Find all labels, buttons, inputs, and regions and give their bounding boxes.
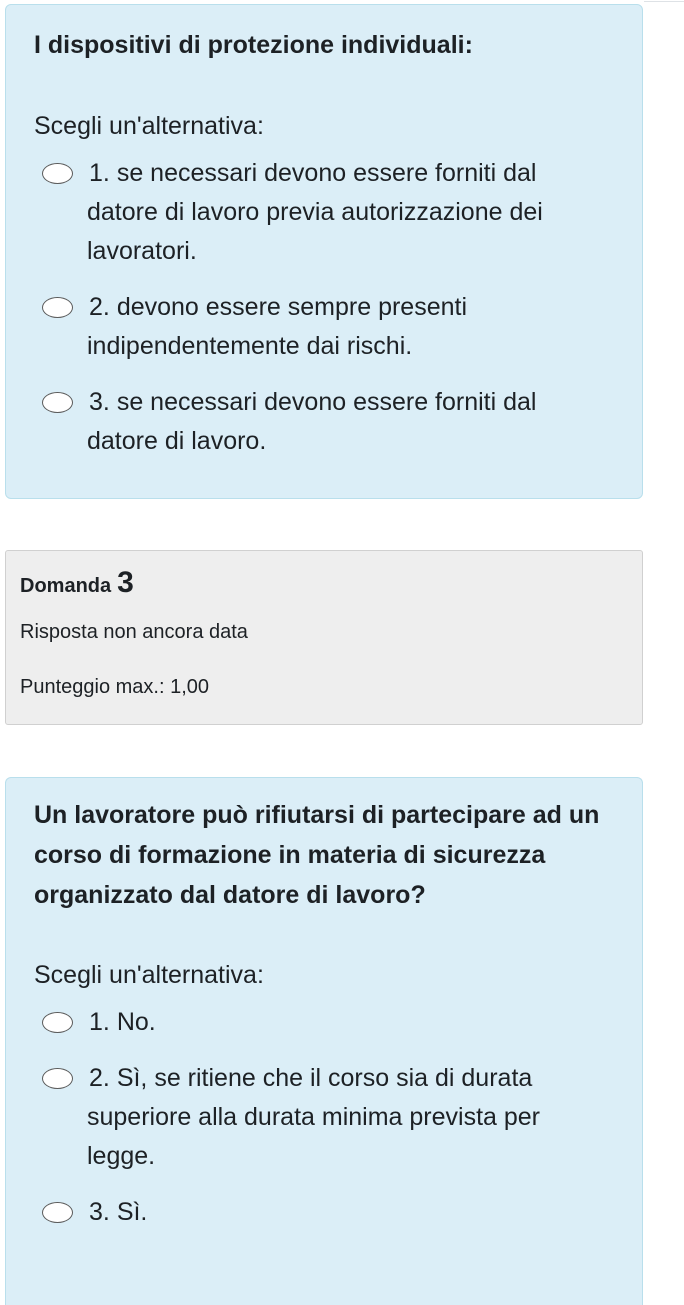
answer-label[interactable]: 1. No. bbox=[89, 1008, 156, 1036]
question-number: 3 bbox=[117, 566, 134, 599]
answer-option-3[interactable] bbox=[34, 1193, 614, 1232]
answer-prompt: Scegli un'alternativa: bbox=[34, 112, 264, 140]
radio-button[interactable] bbox=[42, 1012, 73, 1033]
answer-list bbox=[34, 154, 614, 461]
radio-button[interactable] bbox=[42, 392, 73, 413]
radio-button[interactable] bbox=[42, 297, 73, 318]
divider bbox=[644, 1, 684, 2]
max-score: Punteggio max.: 1,00 bbox=[20, 676, 210, 698]
question-text: I dispositivi di protezione individuali: bbox=[34, 31, 473, 59]
radio-button[interactable] bbox=[42, 1202, 73, 1223]
answer-option-1[interactable] bbox=[34, 1003, 614, 1042]
answer-label[interactable]: 3. Sì. bbox=[89, 1198, 148, 1226]
answer-option-3[interactable] bbox=[34, 383, 614, 461]
question-text: Un lavoratore può rifiutarsi di partecipare ad un corso di formazione in materia di sicurezza organizzato dal datore di lavoro? bbox=[34, 801, 600, 909]
answer-option-2[interactable] bbox=[34, 288, 614, 366]
answer-label[interactable]: 2. devono essere sempre presenti indipendentemente dai rischi. bbox=[87, 293, 468, 360]
answer-label[interactable]: 3. se necessari devono essere forniti dal datore di lavoro. bbox=[87, 388, 537, 455]
answer-label[interactable]: 1. se necessari devono essere forniti dal datore di lavoro previa autorizzazione dei lavoratori. bbox=[87, 159, 543, 265]
answer-label[interactable]: 2. Sì, se ritiene che il corso sia di durata superiore alla durata minima prevista per legge. bbox=[87, 1064, 540, 1170]
answer-prompt: Scegli un'alternativa: bbox=[34, 961, 264, 989]
answer-status: Risposta non ancora data bbox=[20, 621, 248, 643]
question-label: Domanda bbox=[20, 575, 112, 597]
radio-button[interactable] bbox=[42, 163, 73, 184]
answer-list bbox=[34, 1003, 614, 1232]
question-content-box bbox=[5, 4, 643, 499]
answer-option-1[interactable] bbox=[34, 154, 614, 271]
question-content-box bbox=[5, 777, 643, 1305]
question-number-heading bbox=[20, 565, 628, 604]
question-info-box bbox=[5, 550, 643, 725]
radio-button[interactable] bbox=[42, 1068, 73, 1089]
answer-option-2[interactable] bbox=[34, 1059, 614, 1176]
